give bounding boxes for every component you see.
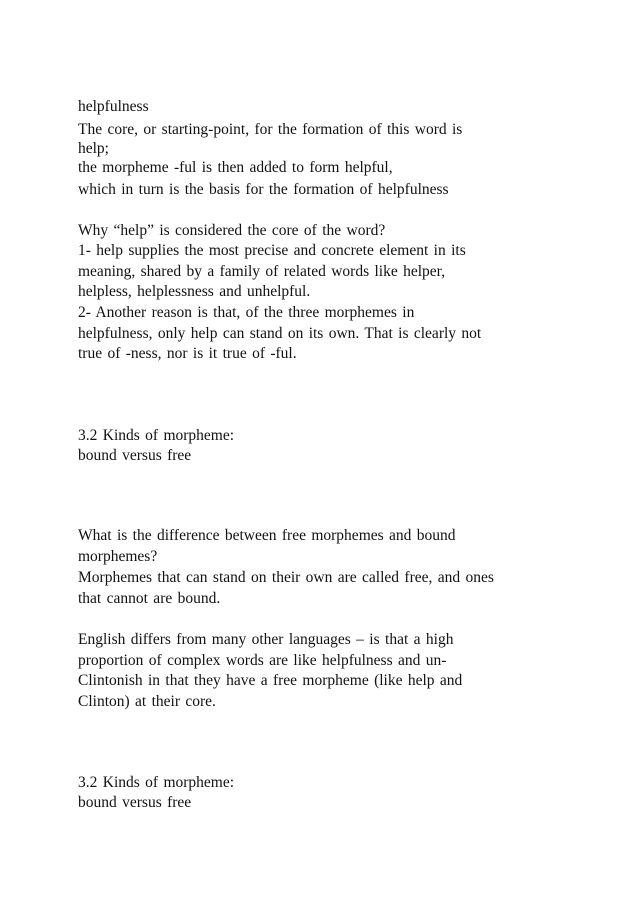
- text-line: true of -ness, nor is it true of -ful.: [78, 345, 297, 362]
- text-line: the morpheme -ful is then added to form helpful,: [78, 159, 393, 176]
- text-line: helpfulness: [78, 98, 149, 115]
- section-heading: 3.2 Kinds of morpheme:: [78, 774, 235, 791]
- text-line: proportion of complex words are like helpfulness and un-: [78, 652, 447, 669]
- text-line: Clintonish in that they have a free morpheme (like help and: [78, 672, 463, 689]
- section-heading: 3.2 Kinds of morpheme:: [78, 427, 235, 444]
- text-line: English differs from many other languages – is that a high: [78, 631, 454, 648]
- text-line: helpfulness, only help can stand on its own. That is clearly not: [78, 325, 482, 342]
- section-subheading: bound versus free: [78, 447, 192, 464]
- text-line: that cannot are bound.: [78, 590, 221, 607]
- text-line: Why “help” is considered the core of the word?: [78, 222, 386, 239]
- text-line: morphemes?: [78, 548, 158, 565]
- text-line: Clinton) at their core.: [78, 693, 216, 710]
- text-line: helpless, helplessness and unhelpful.: [78, 283, 311, 300]
- text-line: help;: [78, 140, 109, 157]
- text-line: The core, or starting-point, for the formation of this word is: [78, 121, 463, 138]
- text-line: meaning, shared by a family of related words like helper,: [78, 263, 446, 280]
- text-line: 1- help supplies the most precise and concrete element in its: [78, 242, 466, 259]
- section-subheading: bound versus free: [78, 794, 192, 811]
- text-line: 2- Another reason is that, of the three morphemes in: [78, 304, 415, 321]
- text-line: What is the difference between free morphemes and bound: [78, 527, 456, 544]
- text-line: Morphemes that can stand on their own are called free, and ones: [78, 569, 494, 586]
- text-line: which in turn is the basis for the formation of helpfulness: [78, 181, 449, 198]
